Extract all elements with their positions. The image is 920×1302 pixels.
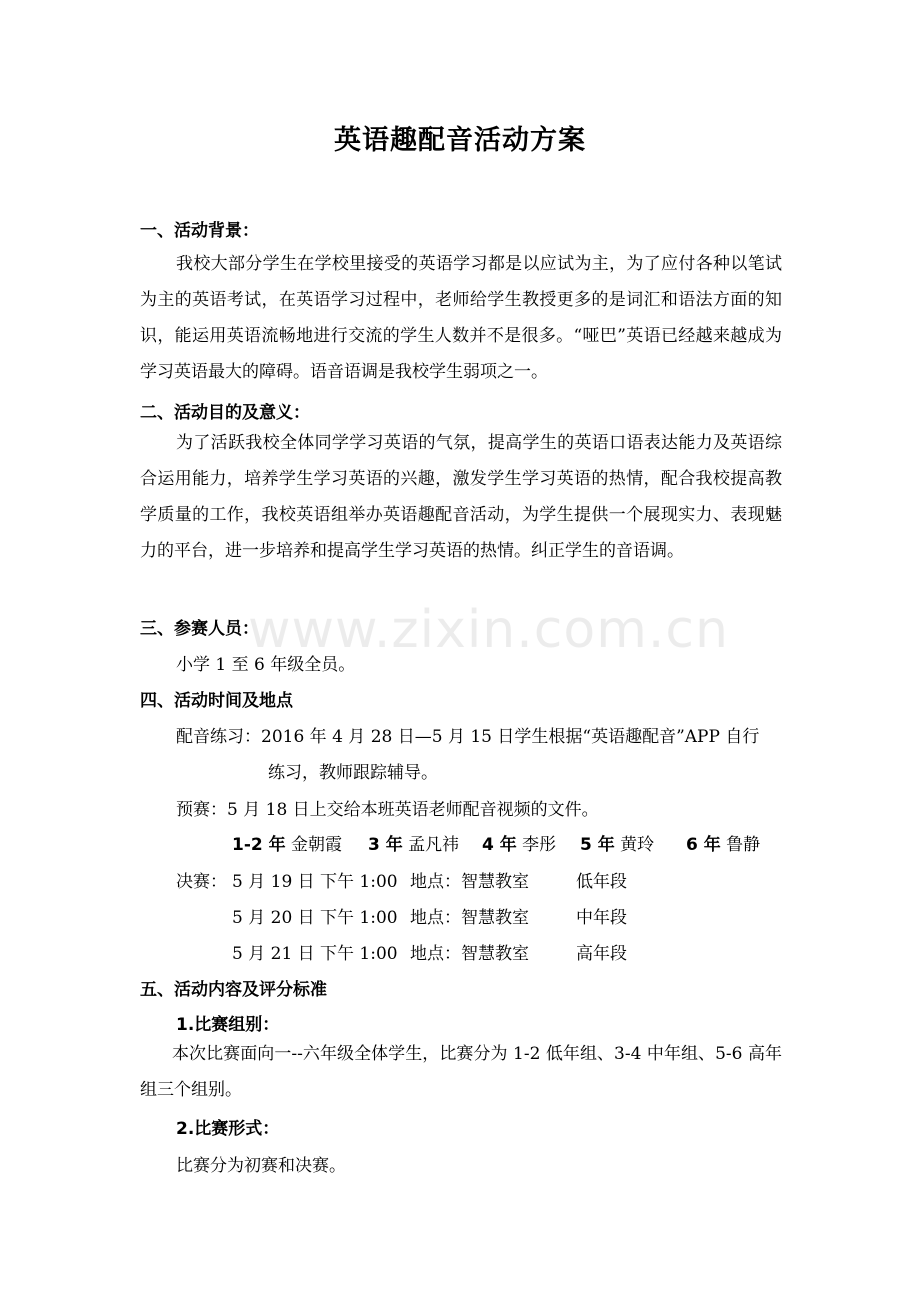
teacher-name: 鲁静 — [726, 835, 761, 855]
section-heading-content: 五、活动内容及评分标准 — [140, 980, 327, 1000]
final-label: 决赛： — [176, 872, 227, 892]
teacher-grade: 1-2 年 — [232, 835, 286, 855]
final-time: 下午 1:00 — [320, 944, 398, 964]
final-place: 地点：智慧教室 — [410, 872, 529, 892]
final-group: 低年段 — [576, 872, 627, 892]
final-date: 5 月 21 日 — [232, 944, 315, 964]
document-title: 英语趣配音活动方案 — [334, 125, 586, 156]
section-heading-background: 一、活动背景： — [140, 221, 259, 241]
section-heading-time-place: 四、活动时间及地点 — [140, 691, 293, 711]
groups-paragraph: 本次比赛面向一--六年级全体学生，比赛分为 1-2 低年组、3-4 中年组、5-6 高年组三个组别。 — [140, 1044, 782, 1100]
final-group: 中年段 — [576, 908, 627, 928]
practice-line-2: 练习，教师跟踪辅导。 — [268, 763, 438, 783]
section-heading-participants: 三、参赛人员： — [140, 619, 259, 639]
format-text: 比赛分为初赛和决赛。 — [176, 1156, 346, 1176]
final-place: 地点：智慧教室 — [410, 944, 529, 964]
teacher-name: 金朝霞 — [291, 835, 343, 855]
teacher-grade: 5 年 — [580, 835, 615, 855]
teacher-entry — [368, 830, 459, 855]
teacher-name: 孟凡祎 — [408, 835, 460, 855]
subheading-format: 2.比赛形式： — [176, 1119, 280, 1139]
purpose-paragraph: 为了活跃我校全体同学学习英语的气氛，提高学生的英语口语表达能力及英语综合运用能力，培养学生学习英语的兴趣，激发学生学习英语的热情，配合我校提高教学质量的工作，我校英语组举办英语趣配音活动，为学生提供一个展现实力、表现魅力的平台，进一步培养和提高学生学习英语的热情。纠正学生的音语调。 — [140, 433, 782, 561]
watermark: www.zixin.com.cn — [248, 600, 729, 660]
teacher-grade: 6 年 — [686, 835, 721, 855]
final-time: 下午 1:00 — [320, 908, 398, 928]
teacher-entry — [686, 830, 760, 855]
teacher-name: 李彤 — [522, 835, 557, 855]
background-paragraph: 我校大部分学生在学校里接受的英语学习都是以应试为主，为了应付各种以笔试为主的英语考试，在英语学习过程中，老师给学生教授更多的是词汇和语法方面的知识，能运用英语流畅地进行交流的学生人数并不是很多。“哑巴”英语已经越来越成为学习英语最大的障碍。语音语调是我校学生弱项之一。 — [140, 254, 782, 382]
final-group: 高年段 — [576, 944, 627, 964]
final-time: 下午 1:00 — [320, 872, 398, 892]
teacher-grade: 4 年 — [482, 835, 517, 855]
section-heading-purpose: 二、活动目的及意义： — [140, 403, 310, 423]
final-place: 地点：智慧教室 — [410, 908, 529, 928]
participants-text: 小学 1 至 6 年级全员。 — [176, 655, 356, 675]
practice-line-1: 配音练习：2016 年 4 月 28 日—5 月 15 日学生根据“英语趣配音”APP 自行 — [176, 727, 760, 747]
teacher-name: 黄玲 — [620, 835, 655, 855]
teacher-entry — [232, 830, 342, 855]
final-date: 5 月 19 日 — [232, 872, 315, 892]
prelim-line: 预赛：5 月 18 日上交给本班英语老师配音视频的文件。 — [176, 800, 599, 820]
teacher-grade: 3 年 — [368, 835, 403, 855]
teacher-entry — [580, 830, 654, 855]
final-date: 5 月 20 日 — [232, 908, 315, 928]
subheading-groups: 1.比赛组别： — [176, 1015, 280, 1035]
teacher-entry — [482, 830, 556, 855]
